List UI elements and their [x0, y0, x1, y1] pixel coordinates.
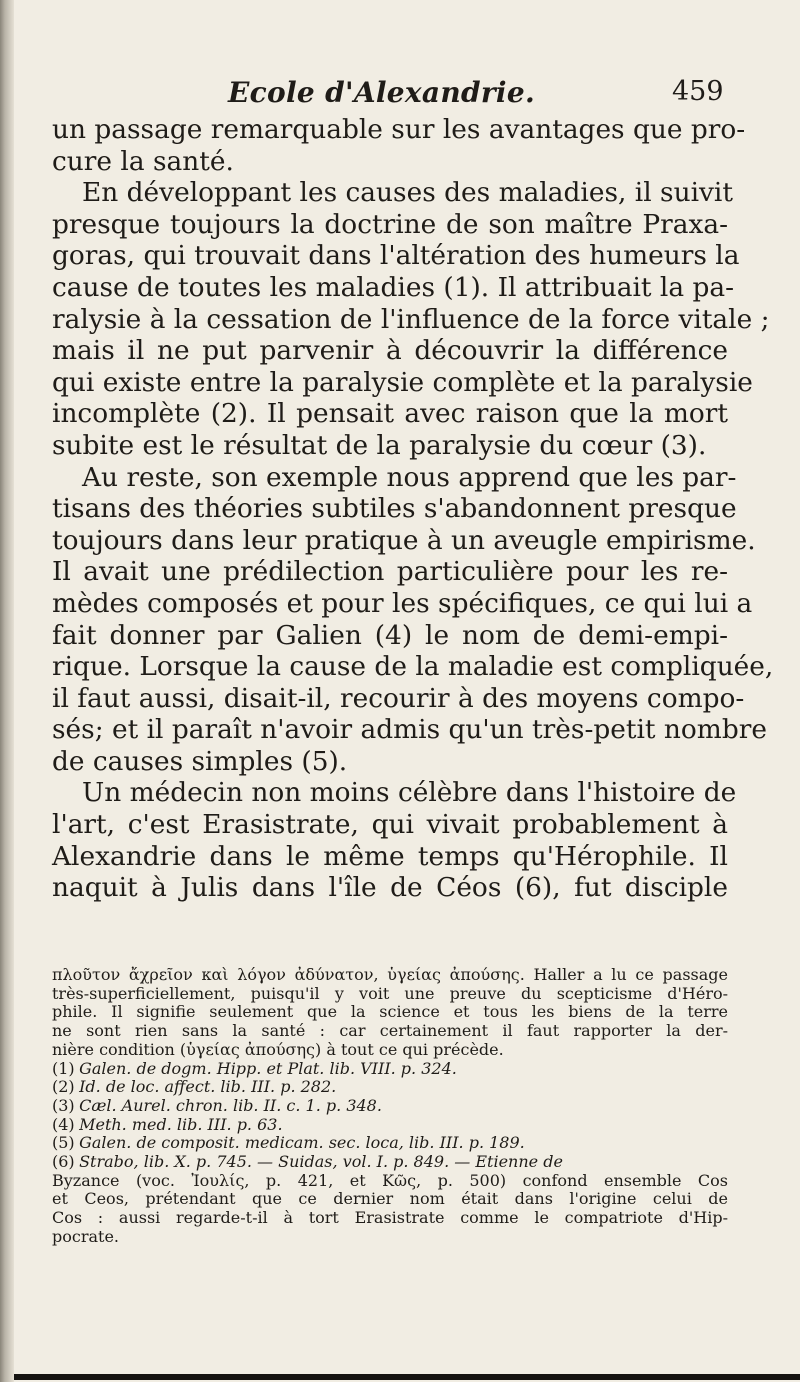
text-line: En développant les causes des maladies, il suivit: [82, 177, 733, 209]
text-line: Au reste, son exemple nous apprend que les par-: [82, 461, 737, 493]
text-line: incomplète (2). Il pensait avec raison que la mort: [52, 398, 728, 430]
main-text: [52, 114, 774, 904]
text-line: mèdes composés et pour les spécifiques, ce qui lui a: [52, 587, 753, 619]
text-line: rique. Lorsque la cause de la maladie est compliquée,: [52, 651, 774, 683]
text-line: Il avait une prédilection particulière pour les re-: [52, 556, 728, 588]
footnote-number: (4): [52, 1114, 75, 1134]
running-head: [0, 76, 800, 112]
book-binding-shadow: [0, 0, 14, 1382]
footnotes: [52, 966, 728, 1247]
footnote-text: Meth. med. lib. III. p. 63.: [79, 1114, 283, 1134]
footnote: [52, 1116, 728, 1135]
text-line: subite est le résultat de la paralysie du cœur (3).: [52, 429, 707, 461]
text-line: tisans des théories subtiles s'abandonnent presque: [52, 493, 737, 525]
footnote-text: Galen. de composit. medicam. sec. loca, lib. III. p. 189.: [79, 1133, 525, 1153]
running-title: Ecole d'Alexandrie.: [228, 76, 536, 109]
text-line: presque toujours la doctrine de son maître Praxa-: [52, 208, 728, 240]
text-line: Un médecin non moins célèbre dans l'histoire de: [82, 777, 737, 809]
footnote-continuation-line: Cos : aussi regarde-t-il à tort Erasistrate comme le compatriote d'Hip-: [52, 1208, 728, 1228]
footnote-continuation-line: πλοῦτον ἄχρεῖον καὶ λόγον ἀδύνατον, ὑγείας ἀπούσης. Haller a lu ce passage: [52, 965, 728, 984]
text-line: Alexandrie dans le même temps qu'Hérophile. Il: [52, 840, 728, 872]
text-line: l'art, c'est Erasistrate, qui vivait probablement à: [52, 809, 728, 841]
footnote-number: (6): [52, 1152, 75, 1172]
footnote-text: Strabo, lib. X. p. 745. — Suidas, vol. I. p. 849. — Etienne de: [79, 1152, 563, 1172]
footnote-continuation-line: Byzance (voc. Ἰουλίς, p. 421, et Κῶς, p. 500) confond ensemble Cos: [52, 1170, 728, 1190]
text-line: goras, qui trouvait dans l'altération des humeurs la: [52, 240, 740, 272]
footnote: [52, 1097, 728, 1116]
text-line: il faut aussi, disait-il, recourir à des moyens compo-: [52, 682, 745, 714]
footnote: [52, 1078, 728, 1097]
footnote: [52, 1060, 728, 1079]
text-line: de causes simples (5).: [52, 745, 348, 777]
text-line: naquit à Julis dans l'île de Céos (6), fut disciple: [52, 872, 728, 904]
footnote-continuation-line: nière condition (ὑγείας ἀπούσης) à tout ce qui précède.: [52, 1039, 504, 1059]
footnote-text: Id. de loc. affect. lib. III. p. 282.: [79, 1077, 337, 1097]
page-bottom-edge: [14, 1374, 800, 1380]
footnote-number: (1): [52, 1058, 75, 1078]
text-line: ralysie à la cessation de l'influence de la force vitale ;: [52, 303, 770, 335]
footnote-continuation-line: et Ceos, prétendant que ce dernier nom était dans l'origine celui de: [52, 1189, 728, 1209]
footnote-number: (2): [52, 1077, 75, 1097]
text-line: un passage remarquable sur les avantages que pro-: [52, 114, 746, 145]
text-line: cure la santé.: [52, 145, 234, 177]
footnote-number: (3): [52, 1095, 75, 1115]
text-line: sés; et il paraît n'avoir admis qu'un très-petit nombre: [52, 714, 767, 746]
footnote: [52, 1153, 728, 1172]
footnote-continuation-line: pocrate.: [52, 1226, 120, 1246]
text-line: mais il ne put parvenir à découvrir la différence: [52, 335, 728, 367]
footnote-text: Cæl. Aurel. chron. lib. II. c. 1. p. 348.: [79, 1095, 382, 1115]
footnote-continuation-line: phile. Il signifie seulement que la science et tous les biens de la terre: [52, 1002, 728, 1022]
footnote: [52, 1134, 728, 1153]
text-line: qui existe entre la paralysie complète et la paralysie: [52, 366, 753, 398]
footnote-continuation-line: ne sont rien sans la santé : car certainement il faut rapporter la der-: [52, 1021, 728, 1041]
footnote-number: (5): [52, 1133, 75, 1153]
text-line: toujours dans leur pratique à un aveugle empirisme.: [52, 524, 756, 556]
text-line: fait donner par Galien (4) le nom de demi-empi-: [52, 619, 728, 651]
page-number: 459: [672, 76, 724, 107]
text-line: cause de toutes les maladies (1). Il attribuait la pa-: [52, 271, 734, 303]
footnote-text: Galen. de dogm. Hipp. et Plat. lib. VIII. p. 324.: [79, 1058, 457, 1078]
footnote-continuation-line: très-superficiellement, puisqu'il y voit une preuve du scepticisme d'Héro-: [52, 983, 728, 1003]
